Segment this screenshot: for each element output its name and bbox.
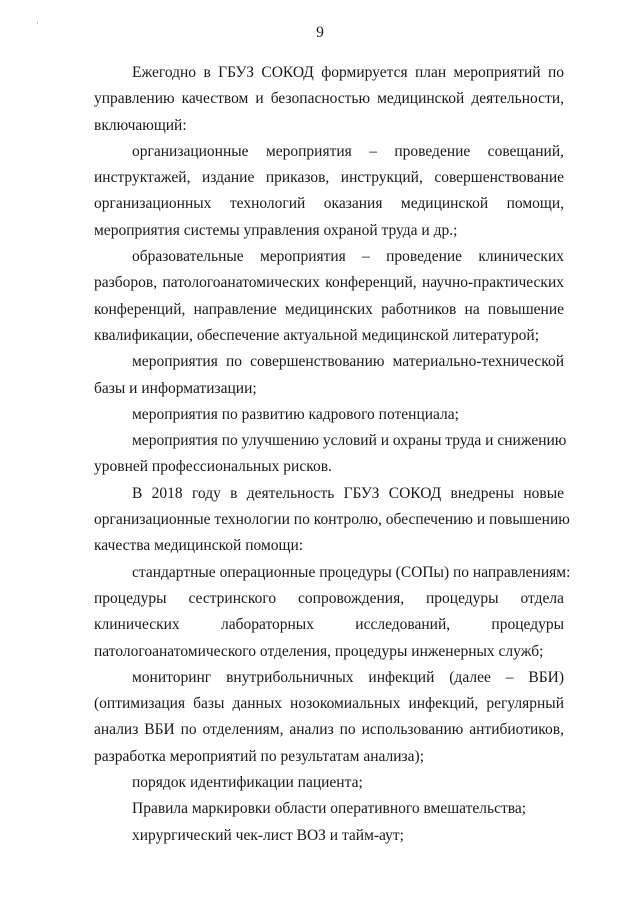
text-line: мероприятия системы управления охраной труда и др.; xyxy=(94,221,458,239)
text-line: базы и информатизации; xyxy=(94,379,257,397)
paragraph-p2 xyxy=(94,139,564,244)
text-line: конференций, направление медицинских работников на повышение xyxy=(94,300,564,318)
text-line: мероприятия по улучшению условий и охраны труда и снижению xyxy=(132,432,567,450)
text-line: уровней профессиональных рисков. xyxy=(94,458,332,476)
paragraph-p6 xyxy=(94,428,567,481)
text-line: Правила маркировки области оперативного вмешательства; xyxy=(132,800,527,818)
text-line: разборов, патологоанатомических конференций, научно-практических xyxy=(94,274,564,292)
text-line: (оптимизация базы данных нозокомиальных инфекций, регулярный xyxy=(94,695,564,713)
text-line: процедуры сестринского сопровождения, процедуры отдела xyxy=(94,589,564,607)
paragraph-p10 xyxy=(94,770,564,796)
text-line: разработка мероприятий по результатам анализа); xyxy=(94,747,425,765)
text-line: хирургический чек-лист ВОЗ и тайм-аут; xyxy=(132,826,404,844)
text-line: качества медицинской помощи: xyxy=(94,537,304,555)
text-line: организационных технологий оказания медицинской помощи, xyxy=(94,195,564,213)
text-line: анализ ВБИ по отделениям, анализ по использованию антибиотиков, xyxy=(94,721,564,739)
text-line: организационные мероприятия – проведение совещаний, xyxy=(132,142,564,160)
paragraph-p4 xyxy=(94,349,564,402)
text-line: клинических лабораторных исследований, процедуры xyxy=(94,616,564,634)
paragraph-p11 xyxy=(94,796,564,822)
text-line: стандартные операционные процедуры (СОПы) по направлениям: xyxy=(132,563,571,581)
text-line: управлению качеством и безопасностью медицинской деятельности, xyxy=(94,90,564,108)
text-line: Ежегодно в ГБУЗ СОКОД формируется план мероприятий по xyxy=(132,64,564,81)
text-line: мероприятия по развитию кадрового потенциала; xyxy=(132,405,459,423)
text-line: В 2018 году в деятельность ГБУЗ СОКОД внедрены новые xyxy=(132,484,564,502)
text-line: патологоанатомического отделения, процедуры инженерных служб; xyxy=(94,642,544,660)
paragraph-p1 xyxy=(94,60,564,139)
paragraph-p9 xyxy=(94,665,564,770)
text-line: мероприятия по совершенствованию материально-технической xyxy=(132,353,564,371)
text-line: порядок идентификации пациента; xyxy=(132,774,363,792)
scan-mark: · xyxy=(36,18,39,28)
body-text xyxy=(94,60,571,849)
page-number: 9 xyxy=(316,24,324,41)
text-line: образовательные мероприятия – проведение клинических xyxy=(132,248,564,266)
paragraph-p5 xyxy=(94,402,564,428)
text-line: организационные технологии по контролю, обеспечению и повышению xyxy=(94,511,570,529)
text-line: включающий: xyxy=(94,116,187,134)
text-line: квалификации, обеспечение актуальной медицинской литературой; xyxy=(94,326,540,344)
text-line: инструктажей, издание приказов, инструкций, совершенствование xyxy=(94,169,564,187)
paragraph-p3 xyxy=(94,244,564,349)
text-line: мониторинг внутрибольничных инфекций (далее – ВБИ) xyxy=(132,668,564,686)
paragraph-p12 xyxy=(94,823,564,849)
paragraph-p8 xyxy=(94,560,571,665)
paragraph-p7 xyxy=(94,481,570,560)
